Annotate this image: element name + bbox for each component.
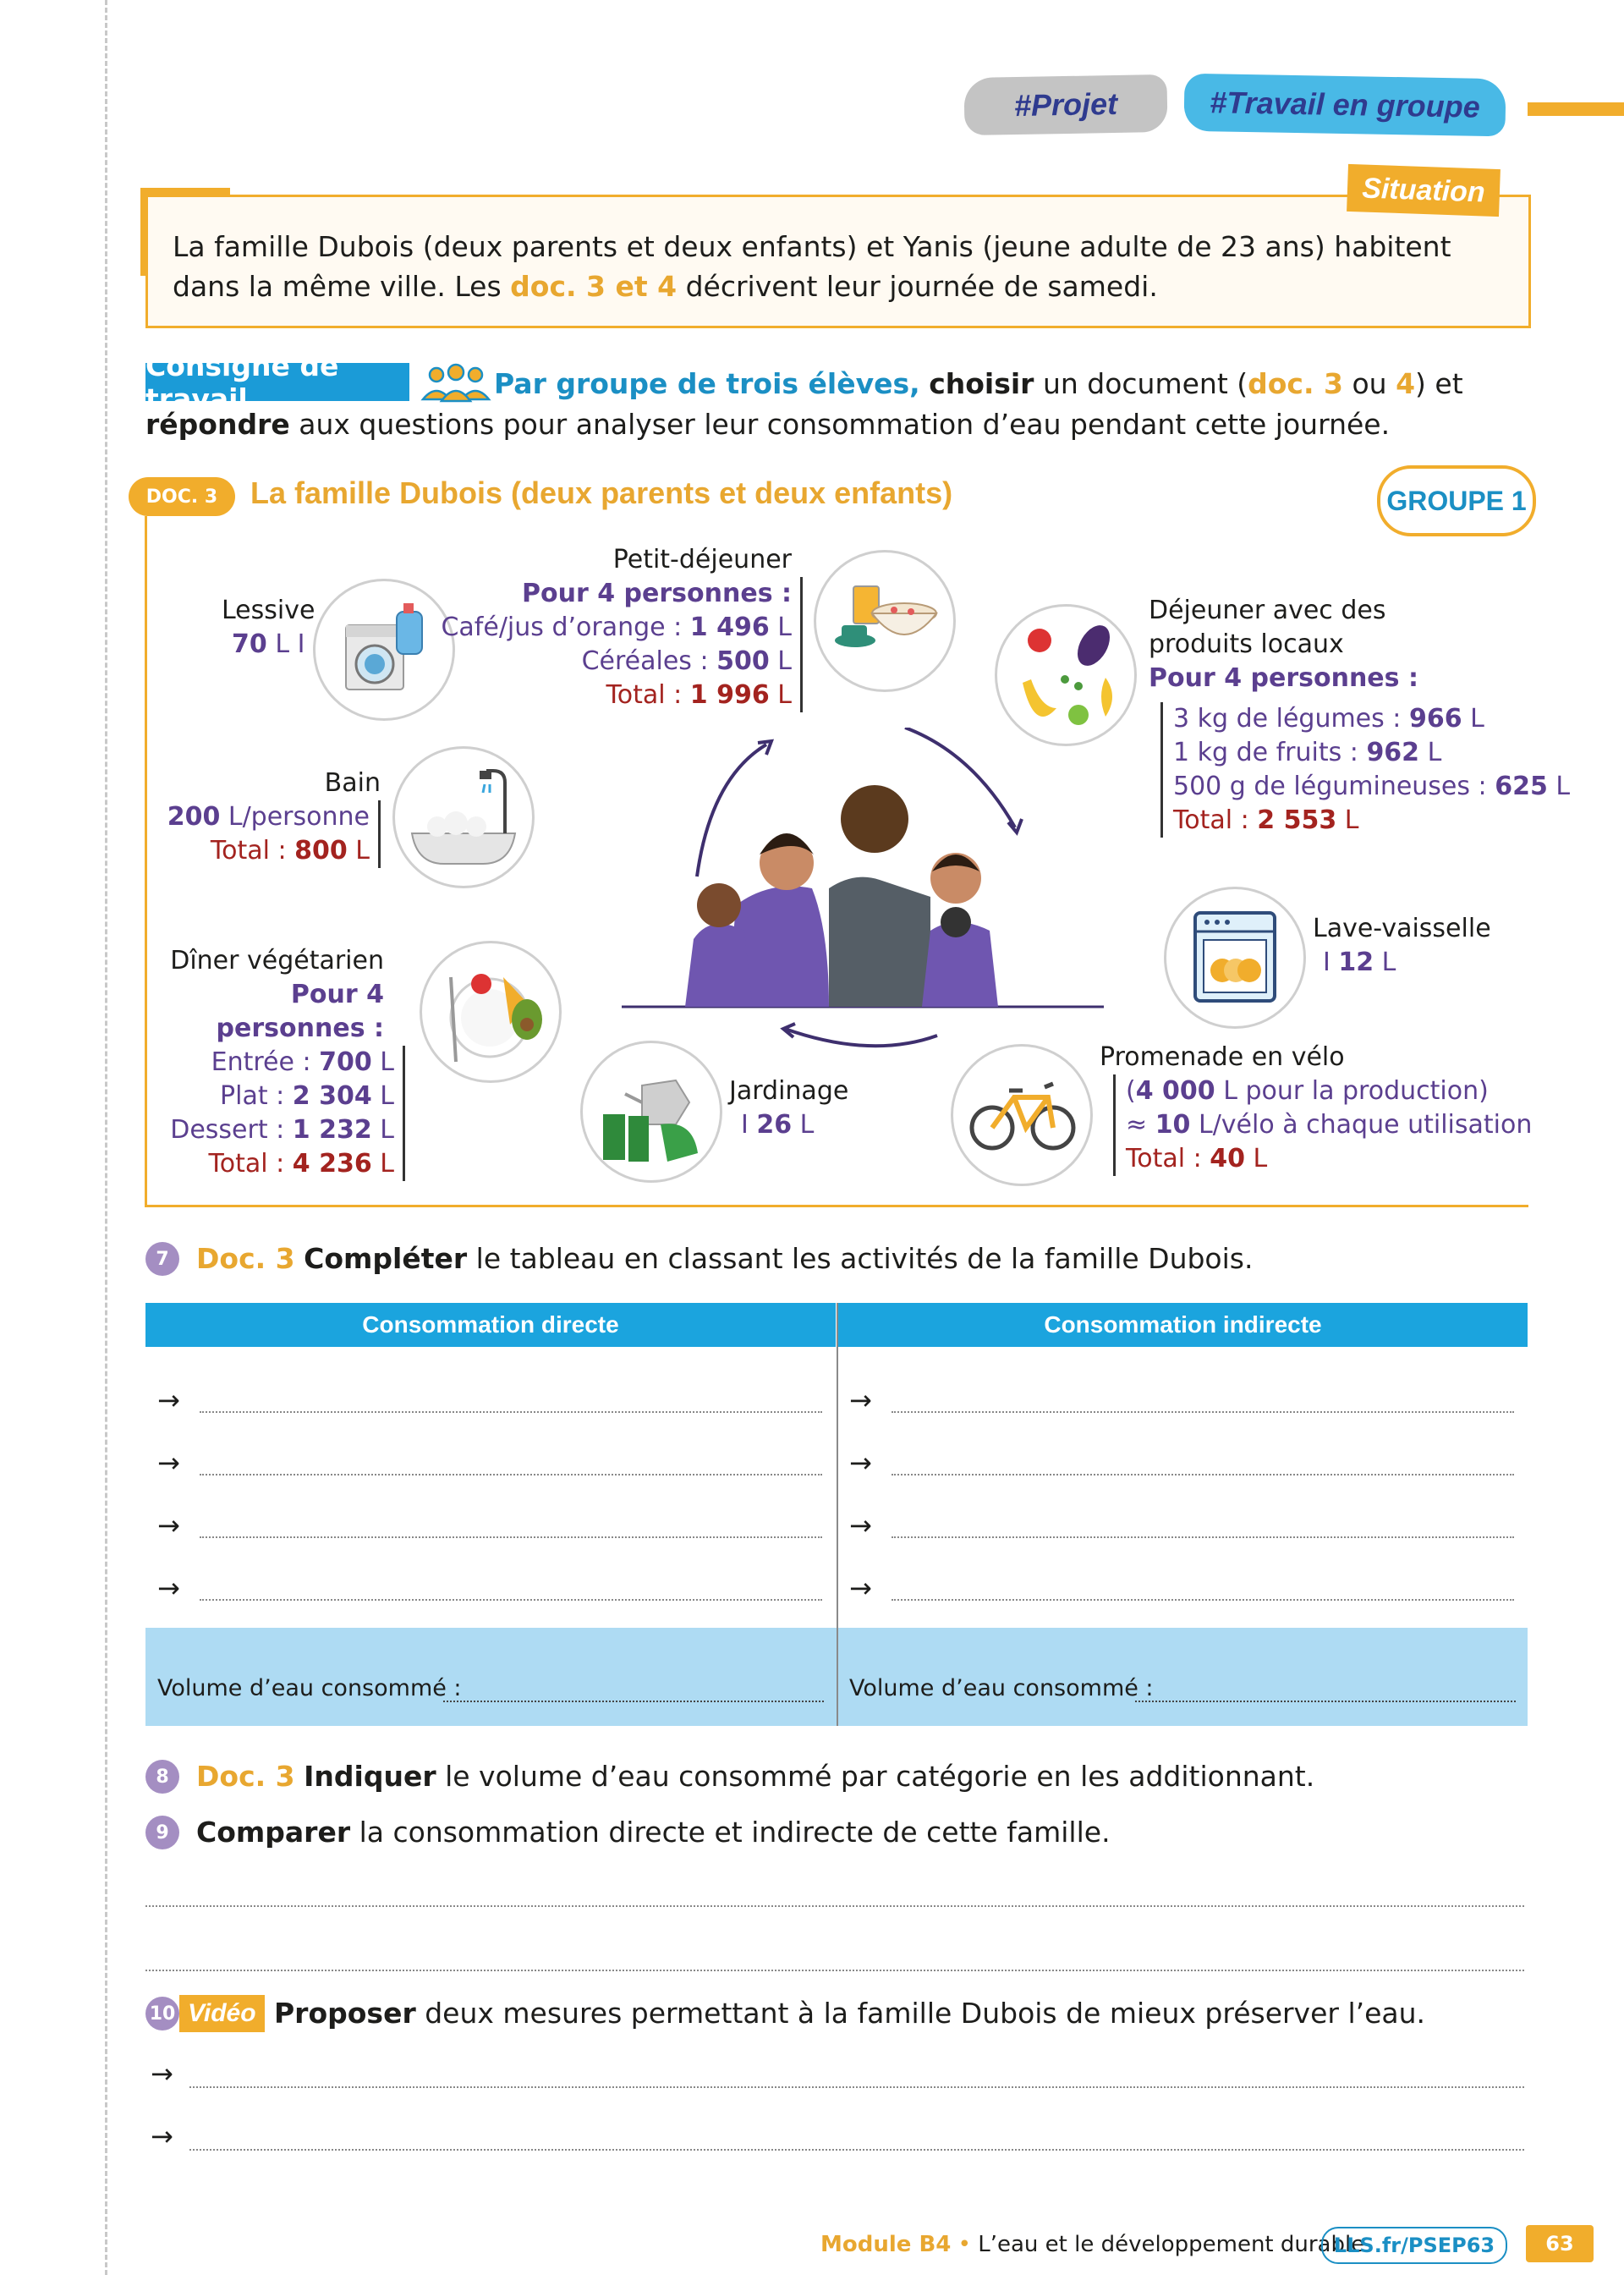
gardening-icon [580, 1041, 722, 1183]
washing-machine-icon [313, 579, 455, 721]
arrow-icon: → [849, 1509, 872, 1541]
lave-vaisselle-block: Lave-vaisselle I 12 L [1313, 914, 1491, 977]
answer-line[interactable] [189, 2086, 1524, 2088]
answer-line[interactable] [145, 1905, 1524, 1907]
jardinage-block: Jardinage I 26 L [729, 1076, 849, 1140]
arrow-icon: → [849, 1384, 872, 1416]
answer-line[interactable] [200, 1474, 822, 1475]
answer-line[interactable] [200, 1411, 822, 1413]
bicycle-icon [951, 1044, 1093, 1186]
answer-line[interactable] [200, 1536, 822, 1538]
question-7-text: Doc. 3 Compléter le tableau en classant les activités de la famille Dubois. [196, 1242, 1254, 1275]
question-7-number: 7 [145, 1242, 179, 1276]
dejeuner-title: Déjeuner avec des produits locaux Pour 4 personnes : [1149, 596, 1418, 693]
vegetarian-dinner-icon [420, 941, 562, 1083]
header-accent-bar [1528, 102, 1624, 116]
answer-line[interactable] [892, 1411, 1514, 1413]
answer-line[interactable] [200, 1599, 822, 1601]
arrow-icon: → [151, 2058, 173, 2090]
bain-block: Bain 200 L/personne Total : 800 L [166, 767, 381, 868]
velo-details: (4 000 L pour la production) ≈ 10 L/vélo à chaque utilisation Total : 40 L [1113, 1074, 1532, 1176]
situation-label: Situation [1347, 164, 1501, 217]
question-9-number: 9 [145, 1816, 179, 1849]
bathtub-icon [392, 746, 535, 888]
table-header-indirect: Consommation indirecte [838, 1303, 1528, 1347]
consigne-label: Consigne de travail [145, 363, 409, 401]
answer-line[interactable] [892, 1599, 1514, 1601]
breakfast-icon [814, 550, 956, 692]
volume-answer-direct[interactable] [443, 1701, 824, 1702]
answer-line[interactable] [189, 2149, 1524, 2151]
arrow-icon: → [157, 1509, 180, 1541]
dejeuner-details: 3 kg de légumes : 966 L 1 kg de fruits : 962 L 500 g de légumineuses : 625 L Total : 2 553 L [1160, 702, 1570, 838]
tag-travail-groupe: #Travail en groupe [1183, 74, 1506, 137]
arrow-icon: → [157, 1447, 180, 1479]
answer-line[interactable] [892, 1474, 1514, 1475]
volume-label-indirect: Volume d’eau consommé : [849, 1675, 1154, 1701]
situation-text: La famille Dubois (deux parents et deux enfants) et Yanis (jeune adulte de 23 ans) habitent dans la même ville. Les doc. 3 et 4 décrivent leur journée de samedi. [173, 230, 1451, 303]
velo-title: Promenade en vélo [1100, 1042, 1345, 1072]
arrow-icon: → [151, 2120, 173, 2152]
family-illustration [617, 728, 1116, 1049]
diner-block: Dîner végétarien Pour 4 personnes : Entrée : 700 L Plat : 2 304 L Dessert : 1 232 L Total : 4 236 L [166, 944, 405, 1181]
arrow-icon: → [849, 1572, 872, 1604]
margin-guide [105, 0, 107, 2275]
doc3-pill: DOC. 3 [129, 477, 235, 516]
dishwasher-icon [1164, 887, 1306, 1029]
question-10-number: 10 [145, 1997, 179, 2030]
lessive-label: Lessive 70 L I [222, 596, 315, 659]
footer-module: Module B4 • L’eau et le développement durable [820, 2232, 1365, 2257]
table-header-direct: Consommation directe [145, 1303, 836, 1347]
page-number: 63 [1526, 2225, 1594, 2262]
volume-label-direct: Volume d’eau consommé : [157, 1675, 462, 1701]
question-8-number: 8 [145, 1760, 179, 1794]
consigne-text: Par groupe de trois élèves, choisir un document (doc. 3 ou 4) et répondre aux questions pour analyser leur consommation d’eau pendant cette journée. [145, 367, 1463, 441]
answer-line[interactable] [892, 1536, 1514, 1538]
classification-table [145, 1303, 1528, 1726]
question-9-text: Comparer la consommation directe et indirecte de cette famille. [196, 1816, 1111, 1849]
fruits-vegetables-icon [995, 604, 1137, 746]
group-icon [418, 359, 494, 404]
arrow-icon: → [157, 1572, 180, 1604]
answer-line[interactable] [145, 1970, 1524, 1971]
arrow-icon: → [157, 1384, 180, 1416]
volume-answer-indirect[interactable] [1135, 1701, 1516, 1702]
groupe-badge: GROUPE 1 [1377, 465, 1536, 536]
table-separator [837, 1303, 838, 1726]
arrow-icon: → [849, 1447, 872, 1479]
video-badge[interactable]: Vidéo [179, 1995, 265, 2032]
doc3-title: La famille Dubois (deux parents et deux enfants) [250, 475, 953, 510]
footer-link[interactable]: LLS.fr/PSEP63 [1321, 2227, 1507, 2264]
tag-projet: #Projet [963, 74, 1167, 135]
petit-dejeuner-block: Petit-déjeuner Pour 4 personnes : Café/jus d’orange : 1 496 L Céréales : 500 L Total : 1 996 L [440, 543, 803, 712]
question-10-text: Proposer deux mesures permettant à la famille Dubois de mieux préserver l’eau. [274, 1997, 1426, 2030]
question-8-text: Doc. 3 Indiquer le volume d’eau consommé par catégorie en les additionnant. [196, 1760, 1315, 1793]
